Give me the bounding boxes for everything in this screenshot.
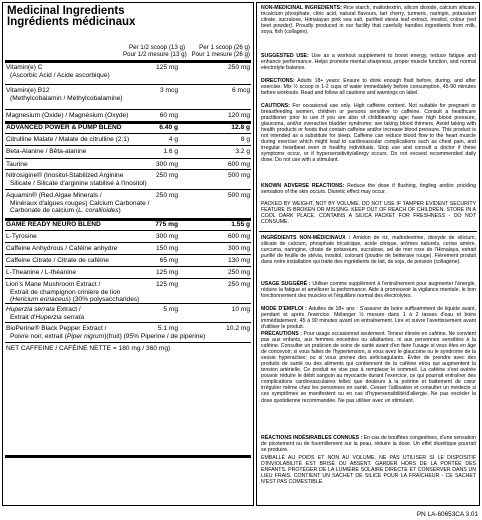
- header-rule: [5, 60, 251, 63]
- amount-scoop: 8 g: [240, 136, 250, 143]
- row-separator: [5, 109, 251, 110]
- row-separator: [5, 84, 251, 85]
- amount-half-scoop: 3 mcg: [160, 87, 178, 94]
- amount-scoop: 10 mg: [231, 306, 250, 313]
- header-mesure: Pour 1 mesure (26 g): [191, 51, 250, 58]
- row-separator: [5, 266, 251, 267]
- amount-half-scoop: 125 mg: [156, 281, 178, 288]
- amount-half-scoop: 150 mg: [156, 245, 178, 252]
- amount-scoop: 120 mg: [228, 112, 250, 119]
- ingredient-name: Vitamin(e) B12 (Methylcobalamin / Méthylcobalamine): [6, 87, 123, 102]
- amount-half-scoop: 60 mg: [159, 112, 178, 119]
- header-half-mesure: Pour 1/2 mesure (13 g): [123, 51, 187, 58]
- amount-scoop: 500 mg: [228, 192, 250, 199]
- row-separator: [5, 189, 251, 190]
- title-en: Medicinal Ingredients: [7, 5, 125, 17]
- row-separator: [5, 303, 251, 304]
- amount-scoop: 500 mg: [228, 172, 250, 179]
- par-suggested-use-en: SUGGESTED USE: Use as a workout supplement to boost energy, reduce fatigue and enhance performance. Helps promote mental sharpness, proper muscle function, and normal electrolyte balance.: [261, 53, 476, 72]
- row-separator: [5, 169, 251, 170]
- medicinal-ingredients-panel: [2, 2, 254, 506]
- non-medicinal-panel: [256, 2, 480, 506]
- ingredient-name: ADVANCED POWER & PUMP BLEND: [6, 124, 122, 131]
- row-separator: [5, 342, 251, 343]
- ingredient-name: L-Tyrosine: [6, 233, 37, 240]
- amount-half-scoop: 250 mg: [156, 192, 178, 199]
- amount-scoop: 600 mg: [228, 161, 250, 168]
- amount-scoop: 10.2 mg: [226, 325, 250, 332]
- amount-scoop: 6 mcg: [232, 87, 250, 94]
- part-number: PN LA-60653CA 3.01: [416, 511, 478, 518]
- ingredient-name: L-Theanine / L-théanine: [6, 269, 77, 276]
- amount-half-scoop: 300 mg: [156, 161, 178, 168]
- amount-half-scoop: 1.6 g: [163, 148, 178, 155]
- amount-half-scoop: 5.1 mg: [157, 325, 178, 332]
- row-separator: [5, 278, 251, 279]
- amount-half-scoop: 775 mg: [155, 221, 178, 228]
- par-packed-en: PACKED BY WEIGHT, NOT BY VOLUME. DO NOT USE IF TAMPER EVIDENT SECURITY FEATURE IS BROKEN OR MISSING. KEEP OUT OF REACH OF CHILDREN. STORE IN A COOL DARK PLACE. CONTAINS A SILICA PACKET FOR FRESHNESS - DO NOT CONSUME.: [261, 201, 476, 226]
- bottom-rule: [5, 455, 251, 458]
- amount-half-scoop: 125 mg: [156, 269, 178, 276]
- row-separator: [5, 254, 251, 255]
- ingredient-name: Magnesium (Oxide) / Magnésium (Oxyde): [6, 112, 129, 119]
- amount-scoop: 600 mg: [228, 233, 250, 240]
- ingredient-name: Caffeine Anhydrous / Caféine anhydre: [6, 245, 118, 252]
- ingredient-name: Vitamin(e) C (Ascorbic Acid / Acide ascorbique): [6, 64, 110, 79]
- amount-scoop: 12.8 g: [231, 124, 250, 131]
- ingredient-name: NET CAFFEINE / CAFÉINE NETTE = 180 mg / 360 mg): [6, 345, 171, 352]
- amount-scoop: 3.2 g: [235, 148, 250, 155]
- header-scoop: Per 1 scoop (26 g): [199, 44, 250, 51]
- amount-half-scoop: 300 mg: [156, 233, 178, 240]
- amount-half-scoop: 6.40 g: [159, 124, 178, 131]
- amount-scoop: 250 mg: [228, 64, 250, 71]
- par-adverse-en: KNOWN ADVERSE REACTIONS: Reduce the dose if flushing, tingling and/or prickling sensation of the skin occurs. Diuretic effect may occur.: [261, 183, 476, 196]
- par-nmi-en: NON-MEDICINAL INGREDIENTS: Rice starch, maltodextrin, silicon dioxide, calcium silicate, tricalcium phosphate, citric acid, natural flavours, tart cherry, turmeric, naringin, potassium citrate, sucralose, Himalayan pink sea salt, purified stevia leaf extract, inositol, colour (red beet powder). Proudly produced in our facility that carefully handles ingredients from milk, soya, fish (collagen).: [261, 5, 476, 36]
- ingredient-name: BioPerine® Black Pepper Extract / Poivre noir, extrait (Piper nigrum)(fruit) (95% Piperine / de pipérine): [6, 325, 206, 340]
- amount-half-scoop: 4 g: [168, 136, 178, 143]
- row-separator: [5, 242, 251, 243]
- par-mode-emploi-fr: MODE D'EMPLOI : Adultes de 18+ ans : S'assurer de boire suffisamment de liquide avant, pendant et après l'exercice. Mélanger ½ mesure dans 1 à 2 tasses d'eau et boire immédiatement, 45 à 90 minutes avant un entraînement. Lire et suivre l'avertissement avant d'utiliser le produit.: [261, 306, 476, 331]
- amount-scoop: 130 mg: [228, 257, 250, 264]
- row-separator: [5, 133, 251, 134]
- language-separator: [259, 231, 477, 232]
- ingredient-name: Nitrosigine® (Inositol-Stabilized Arginine Silicate / Silicate d'arginine stabilisé à l'inositol): [6, 172, 147, 187]
- row-separator: [5, 158, 251, 159]
- amount-scoop: 250 mg: [228, 269, 250, 276]
- amount-half-scoop: 5 mg: [163, 306, 178, 313]
- header-half-scoop: Per 1/2 scoop (13 g): [128, 44, 185, 51]
- title-fr: Ingrédients médicinaux: [7, 16, 136, 28]
- ingredient-name: Caffeine Citrate / Citrate de caféine: [6, 257, 109, 264]
- par-usage-fr: USAGE SUGGÉRÉ : Utiliser comme supplément à l'entraînement pour augmenter l'énergie, réduire la fatigue et améliorer la performance. Aide à promouvoir la vigilance mentale, le bon fonctionnement des muscles et l'équilibre normal des électrolytes.: [261, 281, 476, 300]
- row-separator: [5, 145, 251, 146]
- ingredient-name: Taurine: [6, 161, 28, 168]
- par-cautions-en: CAUTIONS: For occasional use only. High caffeine content. Not suitable for pregnant or breastfeeding women, children or persons sensitive to caffeine. Consult a healthcare practitioner prior to use if you are also of childbearing age; have high blood pressure, glaucoma, and/or overactive bladder syndrome; are taking blood thinners. Avoid taking with health products or foods that contain caffeine and/or increase blood pressure. This product is not intended as a substitute for sleep. Caffeine can reduce blood flow to the heart muscle during exercise which might lead to cardiovascular complications such as chest pain, and irregular heartbeat even in healthy individuals. Stop use and consult a doctor if these symptoms occur, or if hypersensitivity/allergy occurs. Do not exceed recommended daily dose. Do not use with a stimulant.: [261, 103, 476, 164]
- par-directions-en: DIRECTIONS: Adults 18+ years: Ensure to drink enough fluid before, during, and after exercise. Mix ½ scoop in 1-2 cups of water immediately before consumption, 45-90 minutes before workouts. Read and follow all cautions and warnings on label.: [261, 78, 477, 97]
- par-precautions-fr: PRÉCAUTIONS : Pour usage occasionnel seulement. Teneur élevée en caféine. Ne convient pas aux enfants, aux femmes enceintes ou allaitantes, ni aux personnes sensibles à la caféine. Consulter un praticien de soins de santé avant d'en faire l'usage si vous êtes en âge de concevoir; si vous faites de l'hypertension, si vous avez le glaucome ou le syndrome de la vessie hyperactive; ou si vous prenez des anticoagulants. Éviter de prendre avec des produits de santé ou des aliments qui contiennent de la caféine et/ou qui augmentent la tension artérielle. Ce produit ne vise pas à remplacer le sommeil. La caféine s'est avérée pouvoir réduire le débit sanguin au myocarde durant l'exercice, ce qui pourrait entraîner des complications cardiovasculaires telles que douleurs à la poitrine et battement de cœur irrégulier même chez les personnes en santé. Cesser l'utilisation et consulter un médecin si ces symptômes se manifestent ou en cas d'hypersensibilité/d'allergie. Ne pas excéder la dose quotidienne recommandée. Ne pas utiliser avec un stimulant.: [261, 331, 477, 404]
- ingredient-name: GAME READY NEURO BLEND: [6, 221, 101, 228]
- row-separator: [5, 230, 251, 231]
- amount-scoop: 300 mg: [228, 245, 250, 252]
- amount-scoop: 250 mg: [228, 281, 250, 288]
- par-nmi-fr: INGRÉDIENTS NON-MÉDICINAUX : Amidon de riz, maltodextrine, dioxyde de silicium, silicate de calcium, phosphate tricalcique, acide citrique, arômes naturels, cerise amère, curcuma, naringine, citrate de potassium, sucralose, sel de mer rose de l'Himalaya, extrait purifié de feuille de stévia, inositol, colorant (poudre de betterave rouge). Fièrement produit dans notre installation qui traite des ingrédients de lait, de soja, de poisson (collagène).: [261, 235, 476, 266]
- amount-scoop: 1.55 g: [231, 221, 250, 228]
- ingredient-name: Huperzia serrata Extract / Extrait d'Huperzia serrata: [6, 306, 85, 321]
- par-emballe-fr: EMBALLÉ AU POIDS ET NON AU VOLUME. NE PAS UTILISER SI LE DISPOSITIF D'INVIOLABILITÉ EST BRISÉ OU ABSENT. GARDER HORS DE LA PORTÉE DES ENFANTS. PROTÉGER DE LA LUMIÈRE SOLAIRE DIRECTE ET CONSERVER DANS UN LIEU FRAIS. CONTIENT UN SACHET DE SILICE POUR LA FRAÎCHEUR - CE SACHET N'EST PAS COMESTIBLE.: [261, 455, 476, 486]
- amount-half-scoop: 250 mg: [156, 172, 178, 179]
- ingredient-name: Lion's Mane Mushroom Extract / Extrait de champignon crinière de lion (Hericium erinaceus) (30% polysaccharides): [6, 281, 140, 304]
- amount-half-scoop: 125 mg: [156, 64, 178, 71]
- par-reactions-fr: RÉACTIONS INDÉSIRABLES CONNUES : En cas de bouffées congestives, d'une sensation de picotement ou de fourmillement sur la peau, réduire la dose. Un effet diurétique pourrait se produire.: [261, 435, 476, 454]
- row-separator: [5, 322, 251, 323]
- ingredient-name: Aquamin® (Red Algae Minerals / Minéraux d'algues rouges) Calcium Carbonate / Carbonate de calcium (L. corallioides): [6, 192, 150, 215]
- amount-half-scoop: 65 mg: [159, 257, 178, 264]
- ingredient-name: Citrulline Malate / Malate de citrulline (2:1): [6, 136, 130, 143]
- ingredient-name: Beta-Alanine / Bêta-alanine: [6, 148, 87, 155]
